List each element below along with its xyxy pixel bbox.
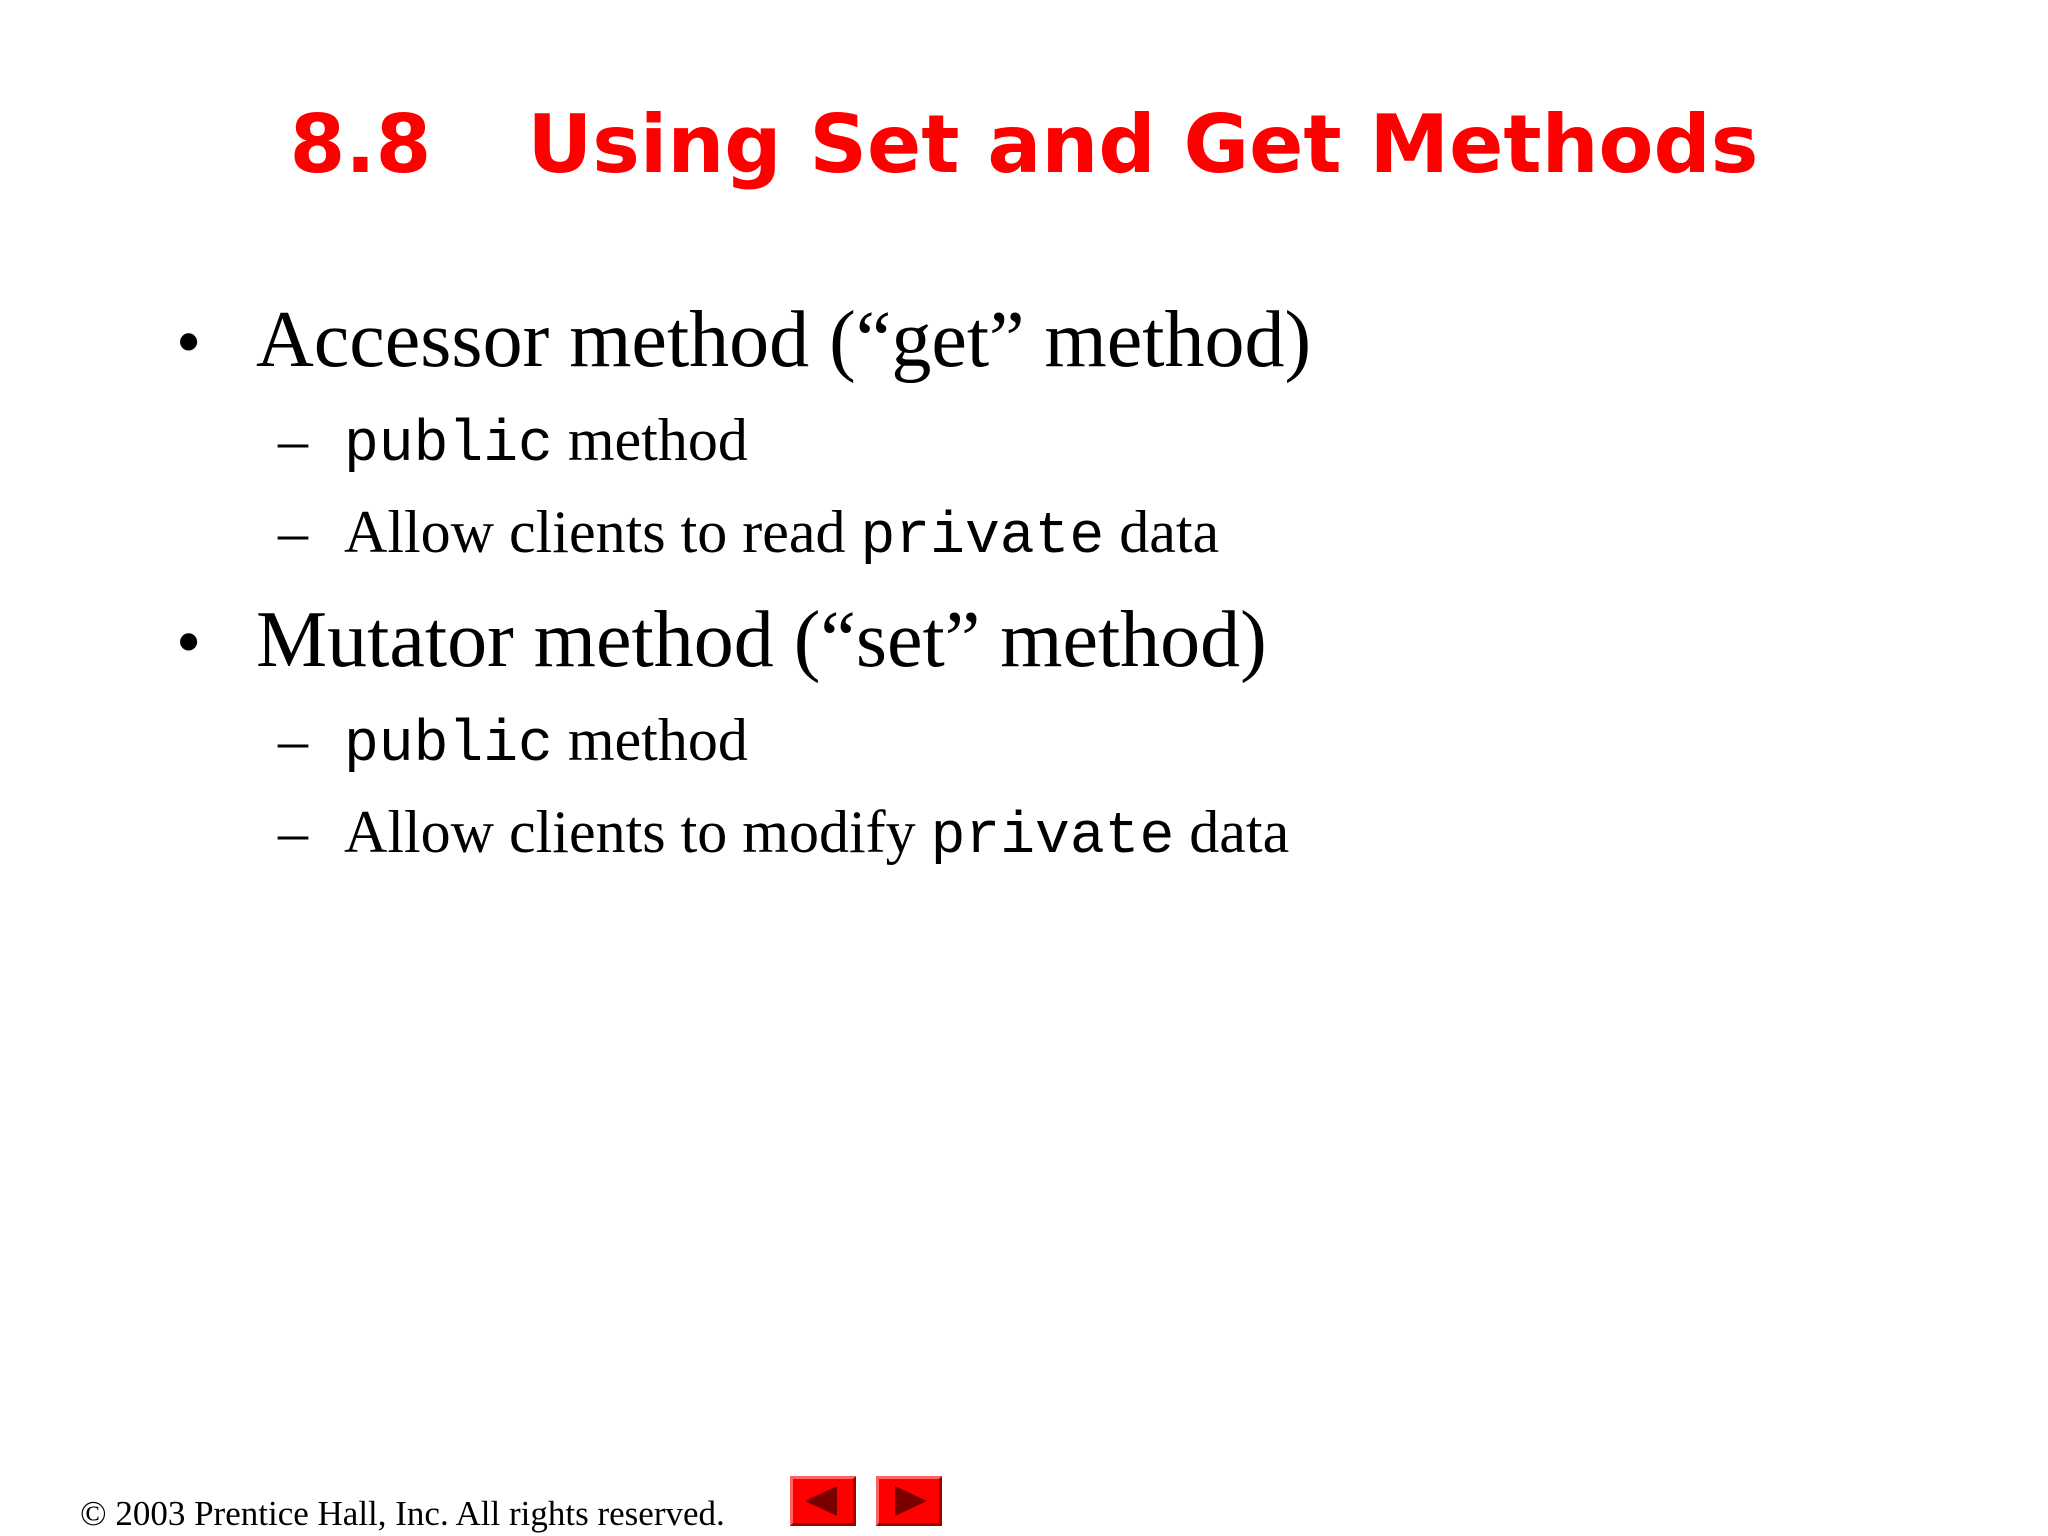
code-keyword: private <box>860 505 1105 570</box>
slide-title <box>0 90 2048 200</box>
sub-text: data <box>1104 499 1220 565</box>
sub-text: Allow clients to modify <box>344 799 931 865</box>
bullet-text: Mutator method (“set” method) <box>256 596 1267 684</box>
bullet-dot: • <box>176 602 202 682</box>
dash-glyph: – <box>278 499 308 565</box>
bullet-accessor <box>176 290 1311 392</box>
bullet-mutator <box>176 590 1267 692</box>
triangle-right-icon <box>879 1479 939 1523</box>
sub-text: data <box>1174 799 1290 865</box>
title-number: 8.8 <box>289 98 432 191</box>
sub-item-accessor-read <box>278 492 1219 578</box>
sub-item-mutator-modify <box>278 792 1289 878</box>
dash-glyph: – <box>278 407 308 473</box>
code-keyword: private <box>930 805 1175 870</box>
sub-text: method <box>552 407 748 473</box>
dash-glyph: – <box>278 707 308 773</box>
sub-text: method <box>552 707 748 773</box>
previous-slide-button[interactable] <box>790 1476 856 1526</box>
bullet-dot: • <box>176 302 202 382</box>
triangle-left-icon <box>793 1479 853 1523</box>
dash-glyph: – <box>278 799 308 865</box>
next-slide-button[interactable] <box>876 1476 942 1526</box>
copyright-footer: © 2003 Prentice Hall, Inc. All rights reserved. <box>80 1494 725 1533</box>
sub-item-mutator-public <box>278 700 748 786</box>
bullet-text: Accessor method (“get” method) <box>256 296 1312 384</box>
sub-text: Allow clients to read <box>344 499 861 565</box>
code-keyword: public <box>344 713 553 778</box>
code-keyword: public <box>344 413 553 478</box>
sub-item-accessor-public <box>278 400 748 486</box>
title-text: Using Set and Get Methods <box>527 98 1759 191</box>
